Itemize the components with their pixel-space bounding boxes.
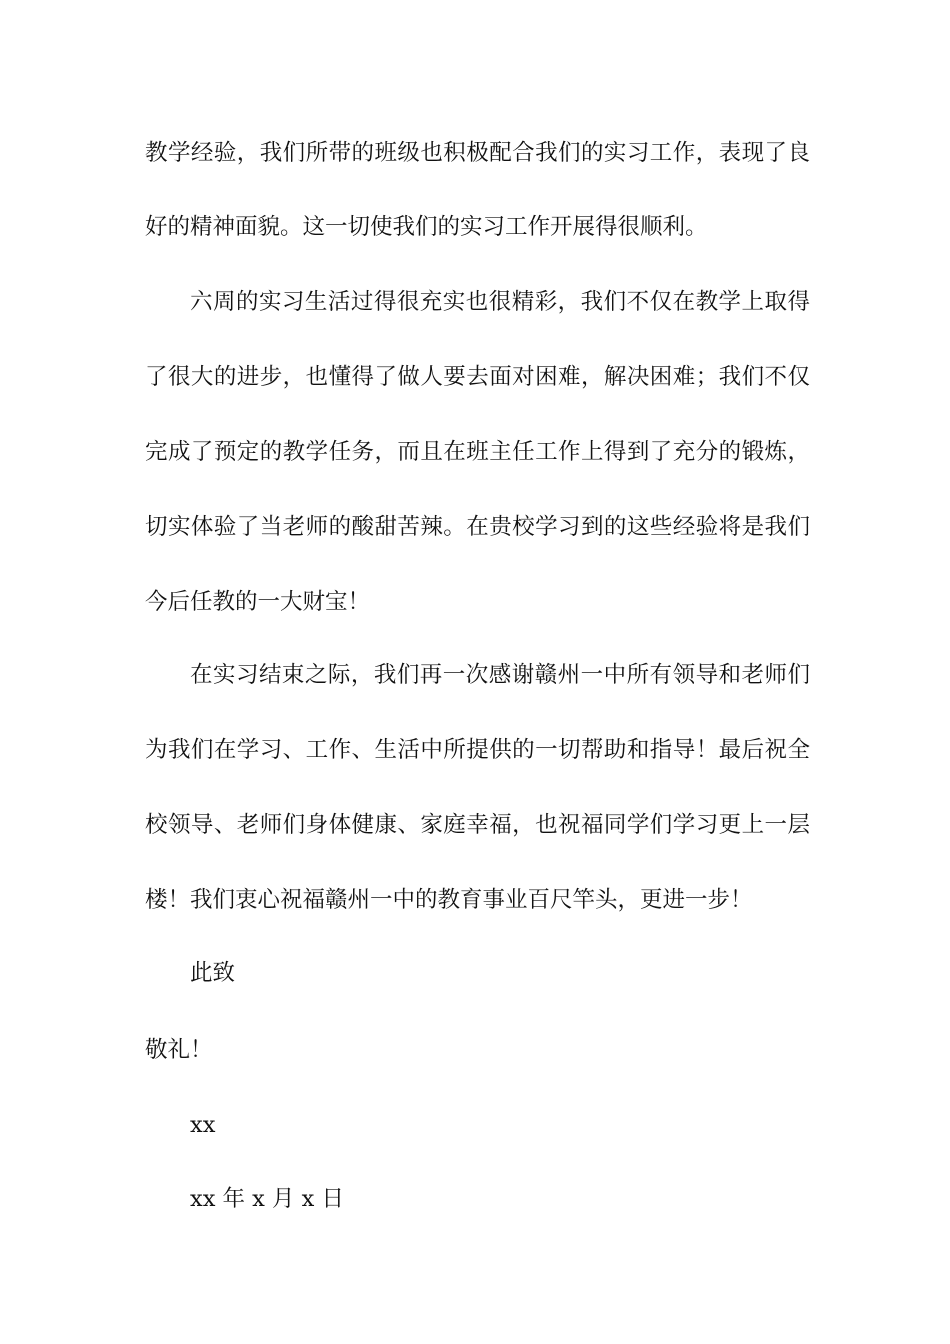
closing-salutation: 此致 [190, 960, 236, 986]
paragraph-line: 切实体验了当老师的酸甜苦辣。在贵校学习到的这些经验将是我们 [145, 514, 810, 540]
paragraph-line: 教学经验，我们所带的班级也积极配合我们的实习工作，表现了良 [145, 140, 810, 166]
paragraph-line: 完成了预定的教学任务，而且在班主任工作上得到了充分的锻炼， [145, 439, 810, 465]
paragraph-line: 在实习结束之际，我们再一次感谢赣州一中所有领导和老师们 [190, 662, 810, 688]
paragraph-line: 楼！我们衷心祝福赣州一中的教育事业百尺竿头，更进一步！ [145, 887, 753, 913]
paragraph-line: 了很大的进步，也懂得了做人要去面对困难，解决困难；我们不仅 [145, 364, 810, 390]
paragraph-line: 今后任教的一大财宝！ [145, 589, 371, 615]
paragraph-line: 为我们在学习、工作、生活中所提供的一切帮助和指导！最后祝全 [145, 737, 810, 763]
paragraph-line: 六周的实习生活过得很充实也很精彩，我们不仅在教学上取得 [190, 289, 810, 315]
closing-regards: 敬礼！ [145, 1037, 213, 1063]
paragraph-line: 校领导、老师们身体健康、家庭幸福，也祝福同学们学习更上一层 [145, 812, 810, 838]
signature-name: xx [190, 1112, 216, 1138]
paragraph-line: 好的精神面貌。这一切使我们的实习工作开展得很顺利。 [145, 214, 708, 240]
signature-date: xx 年 x 月 x 日 [190, 1186, 345, 1212]
